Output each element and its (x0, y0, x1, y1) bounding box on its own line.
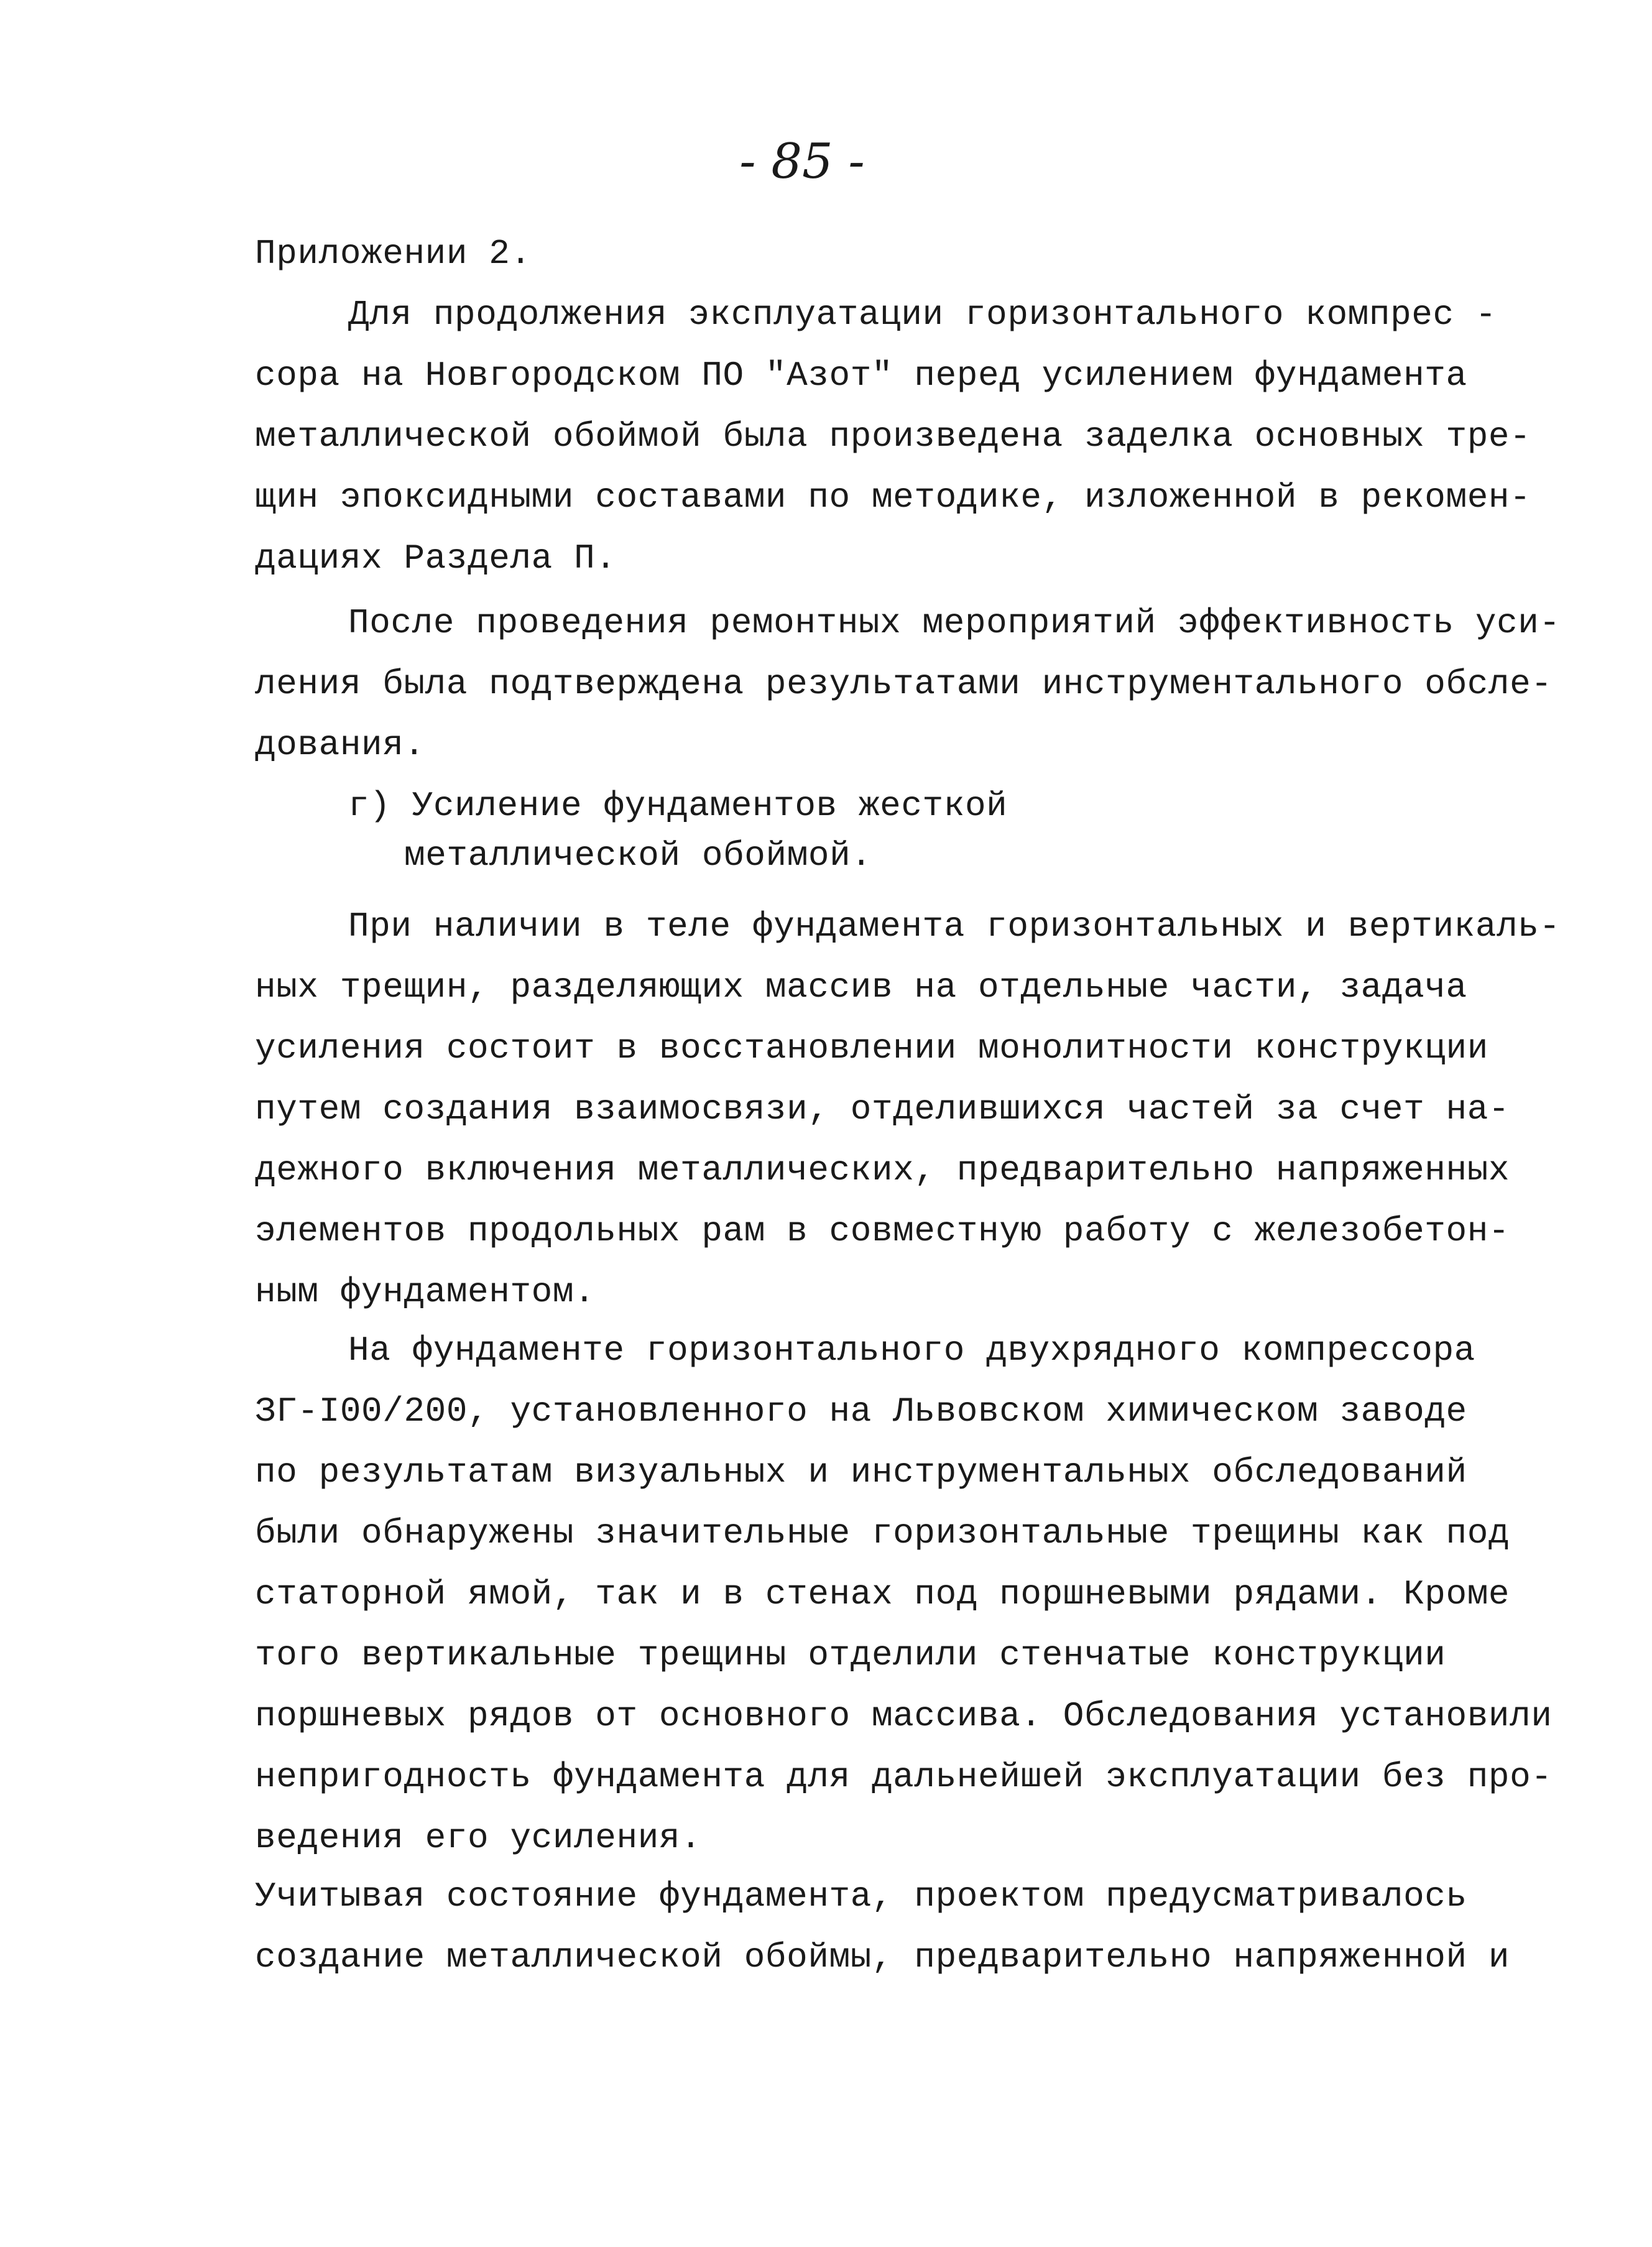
section-heading-line: г) Усиление фундаментов жесткой (348, 786, 1008, 826)
text-line: металлической обоймой была произведена заделка основных тре- (255, 417, 1531, 456)
text-line: На фундаменте горизонтального двухрядного компрессора (348, 1331, 1475, 1370)
text-line: были обнаружены значительные горизонтальные трещины как под (255, 1513, 1510, 1553)
text-line: дациях Раздела П. (255, 538, 617, 578)
text-line: ных трещин, разделяющих массив на отдельные части, задача (255, 967, 1467, 1007)
text-line: щин эпоксидными составами по методике, изложенной в рекомен- (255, 478, 1531, 517)
text-line: того вертикальные трещины отделили стенчатые конструкции (255, 1635, 1446, 1675)
text-line: непригодность фундамента для дальнейшей эксплуатации без про- (255, 1757, 1553, 1797)
text-line: ЗГ-I00/200, установленного на Львовском химическом заводе (255, 1391, 1467, 1431)
text-line: элементов продольных рам в совместную работу с железобетон- (255, 1211, 1510, 1251)
text-line: по результатам визуальных и инструментальных обследований (255, 1452, 1467, 1492)
text-line: ным фундаментом. (255, 1272, 596, 1312)
text-line: сора на Новгородском ПО "Азот" перед усилением фундамента (255, 356, 1467, 395)
text-line: ведения его усиления. (255, 1818, 702, 1858)
text-line: дежного включения металлических, предварительно напряженных (255, 1150, 1510, 1190)
text-line: усиления состоит в восстановлении монолитности конструкции (255, 1028, 1488, 1068)
text-line: Приложении 2. (255, 234, 532, 274)
text-line: создание металлической обоймы, предварительно напряженной и (255, 1937, 1510, 1977)
text-line: статорной ямой, так и в стенах под поршневыми рядами. Кроме (255, 1574, 1510, 1614)
text-line: Учитывая состояние фундамента, проектом предусматривалось (255, 1876, 1467, 1916)
page-number: - 85 - (739, 134, 865, 190)
text-line: путем создания взаимосвязи, отделившихся частей за счет на- (255, 1089, 1510, 1129)
text-line: ления была подтверждена результатами инструментального обсле- (255, 664, 1553, 704)
text-line: дования. (255, 725, 425, 765)
text-line: После проведения ремонтных мероприятий эффективность уси- (348, 603, 1561, 643)
text-line: При наличии в теле фундамента горизонтальных и вертикаль- (348, 907, 1561, 946)
text-line: поршневых рядов от основного массива. Обследования установили (255, 1696, 1553, 1736)
text-line: Для продолжения эксплуатации горизонтального компрес - (348, 295, 1497, 335)
section-heading-line: металлической обоймой. (404, 836, 872, 875)
